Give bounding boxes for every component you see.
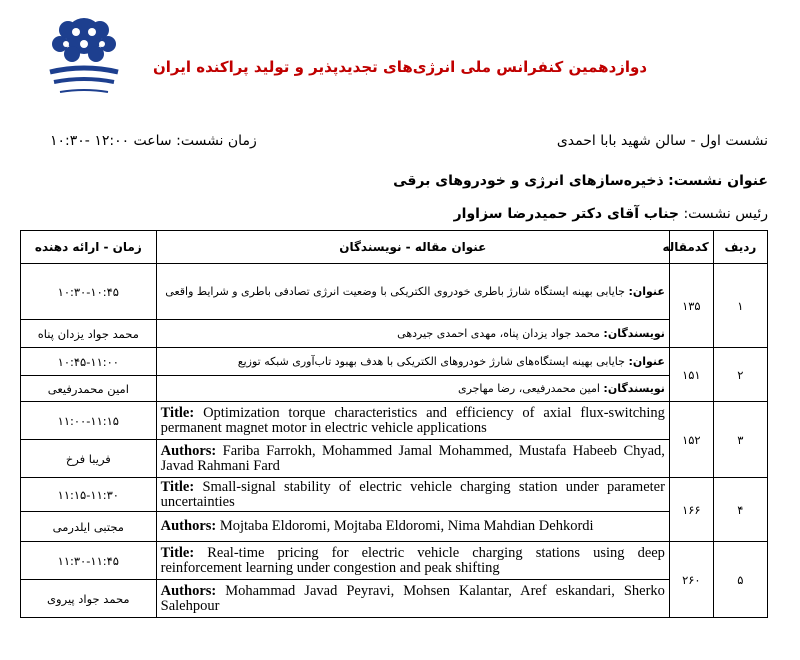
row-number: ۴: [713, 478, 767, 542]
authors-text: Fariba Farrokh, Mohammed Jamal Mohammed, Mustafa Habeeb Chyad, Javad Rahmani Fard: [160, 442, 665, 474]
paper-code: ۱۳۵: [669, 264, 713, 348]
session-name: نشست اول - سالن شهید بابا احمدی: [556, 133, 768, 149]
paper-authors: [156, 320, 669, 348]
authors-text: محمد جواد یزدان پناه، مهدی احمدی جیردهی: [397, 326, 600, 340]
time-slot: ۱۱:۳۰-۱۱:۴۵: [21, 542, 157, 580]
table-row: [21, 348, 768, 376]
time-slot: ۱۱:۰۰-۱۱:۱۵: [21, 402, 157, 440]
paper-title: [156, 478, 669, 512]
paper-authors: [156, 440, 669, 478]
university-logo: [38, 10, 130, 108]
time-slot: ۱۰:۳۰-۱۰:۴۵: [21, 264, 157, 320]
paper-title: [156, 542, 669, 580]
time-slot: ۱۱:۱۵-۱۱:۳۰: [21, 478, 157, 512]
paper-code: ۱۵۱: [669, 348, 713, 402]
paper-authors: [156, 580, 669, 618]
paper-code: ۱۶۶: [669, 478, 713, 542]
paper-authors: [156, 512, 669, 542]
title-label: Title:: [160, 478, 195, 495]
table-row-sub: [21, 580, 768, 618]
presenter-name: فریبا فرخ: [21, 440, 157, 478]
authors-label: نویسندگان:: [603, 381, 665, 395]
presenter-name: مجتبی ایلدرمی: [21, 512, 157, 542]
authors-label: Authors:: [160, 582, 217, 599]
session-chair-label: رئیس نشست:: [683, 206, 768, 222]
paper-code: ۱۵۲: [669, 402, 713, 478]
presenter-name: محمد جواد پیروی: [21, 580, 157, 618]
session-title-label: عنوان نشست:: [668, 173, 768, 189]
row-number: ۱: [713, 264, 767, 348]
title-label: عنوان:: [628, 284, 665, 298]
table-header-row: [21, 231, 768, 264]
row-number: ۵: [713, 542, 767, 618]
paper-title: [156, 348, 669, 376]
session-time-label: زمان نشست:: [176, 133, 257, 149]
table-row-sub: [21, 320, 768, 348]
session-title-value: ذخیره‌سازهای انرژی و خودروهای برقی: [393, 173, 664, 189]
title-text: Optimization torque characteristics and efficiency of axial flux-switching permanent magnet motor in electric vehicle applications: [160, 404, 665, 436]
authors-label: Authors:: [160, 518, 217, 534]
conference-title: دوازدهمین کنفرانس ملی انرژی‌های تجدیدپذیر و تولید پراکنده ایران: [152, 58, 648, 76]
table-row: [21, 478, 768, 512]
session-time: [50, 133, 257, 149]
paper-title: [156, 264, 669, 320]
time-slot: ۱۰:۴۵-۱۱:۰۰: [21, 348, 157, 376]
title-label: عنوان:: [628, 354, 665, 368]
title-text: جایابی بهینه ایستگاه شارژ باطری خودروی الکتریکی با وضعیت انرژی تصادفی باطری و شرایط واقعی: [165, 284, 625, 298]
table-row: [21, 542, 768, 580]
title-label: Title:: [160, 404, 195, 421]
table-row-sub: [21, 440, 768, 478]
presenter-name: امین محمدرفیعی: [21, 376, 157, 402]
paper-authors: [156, 376, 669, 402]
row-number: ۳: [713, 402, 767, 478]
authors-text: Mojtaba Eldoromi, Mojtaba Eldoromi, Nima Mahdian Dehkordi: [219, 518, 594, 534]
authors-label: Authors:: [160, 442, 217, 459]
title-text: جایابی بهینه ایستگاه‌های شارژ خودروهای الکتریکی با هدف بهبود تاب‌آوری شبکه توزیع: [237, 354, 625, 368]
header-row-number: ردیف: [713, 231, 767, 264]
title-text: Real-time pricing for electric vehicle charging stations using deep reinforcement learning under congestion and peak shifting: [160, 544, 665, 576]
schedule-table: [20, 230, 768, 618]
authors-text: امین محمدرفیعی، رضا مهاجری: [457, 381, 600, 395]
authors-text: Mohammad Javad Peyravi, Mohsen Kalantar, Aref eskandari, Sherko Salehpour: [160, 582, 665, 614]
session-chair: [454, 206, 768, 222]
table-row: [21, 264, 768, 320]
header-time-presenter: زمان - ارائه دهنده: [21, 231, 157, 264]
presenter-name: محمد جواد یزدان پناه: [21, 320, 157, 348]
table-row-sub: [21, 376, 768, 402]
session-title: [393, 173, 768, 189]
session-chair-value: جناب آقای دکتر حمیدرضا سزاوار: [453, 206, 680, 222]
header-paper-code: کدمقاله: [669, 231, 713, 264]
title-label: Title:: [160, 544, 195, 561]
header-title-authors: عنوان مقاله - نویسندگان: [156, 231, 669, 264]
row-number: ۲: [713, 348, 767, 402]
session-time-value: ساعت ۱۲:۰۰ -۱۰:۳۰: [50, 133, 172, 149]
paper-code: ۲۶۰: [669, 542, 713, 618]
title-text: Small-signal stability of electric vehicle charging station under parameter uncertainties: [160, 478, 665, 510]
authors-label: نویسندگان:: [603, 326, 665, 340]
table-row: [21, 402, 768, 440]
paper-title: [156, 402, 669, 440]
table-row-sub: [21, 512, 768, 542]
